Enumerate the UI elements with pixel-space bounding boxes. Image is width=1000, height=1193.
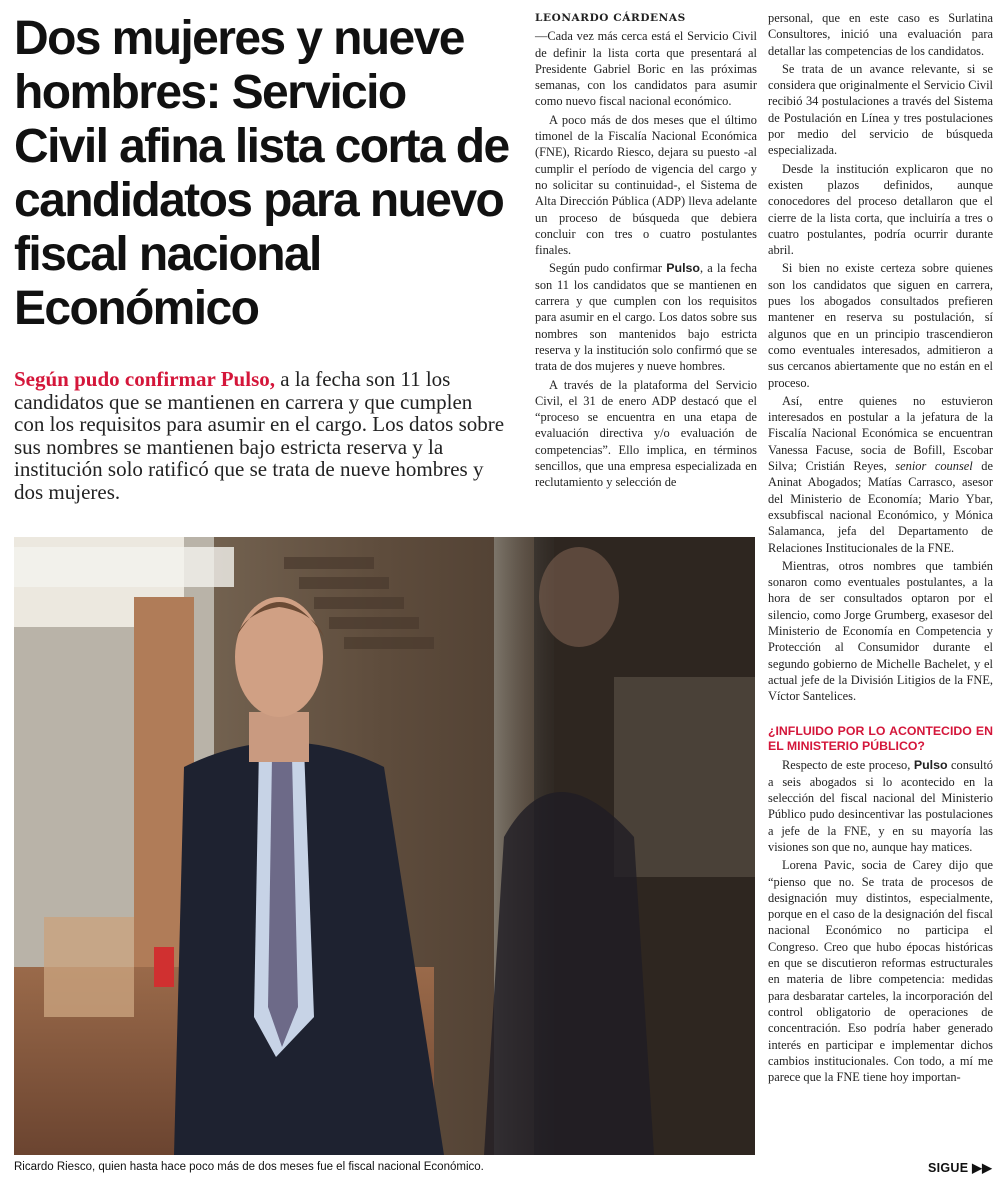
body-paragraph: Desde la institución explicaron que no existen plazos definidos, aunque conocedores del proceso detallaron que el cierre de la lista corta, que incluiría a tres o cuatro postulantes, podría ocurrir durante abril. xyxy=(768,161,993,258)
body-paragraph: Lorena Pavic, socia de Carey dijo que “pienso que no. Se trata de procesos de designación muy distintos, especialmente, porque en el caso de la designación del fiscal nacional Económico no participa el Congreso. Creo que hubo épocas históricas en que se discutieron reformas estructurales en materia de libre competencia: medidas para desbaratar carteles, la incorporación del control obligatorio de operaciones de concentración. Eso podría haber generado interés en participar e implementar dichos cambios institucionales. Con todo, a mí me parece que la FNE tiene hoy importan- xyxy=(768,858,993,1085)
lede-highlight: Según pudo confirmar Pulso, xyxy=(14,367,275,391)
body-paragraph: —Cada vez más cerca está el Servicio Civil de definir la lista corta que presentará al Presidente Gabriel Boric en las próximas semanas, con los candidatos para asumir como nuevo fiscal nacional económico. xyxy=(535,29,757,109)
continue-marker: SIGUE ▶▶ xyxy=(928,1161,992,1175)
body-paragraph: Si bien no existe certeza sobre quienes son los candidatos que siguen en carrera, pues los abogados consultados prefieren mantener en reserva su postulación, sí algunos que en un principio trascendieron como eventuales interesados, admitieron a sus cercanos abiertamente que no están en el proceso. xyxy=(768,261,993,390)
body-paragraph xyxy=(768,757,993,855)
italic-text: senior counsel xyxy=(895,459,973,474)
lede-text: a la fecha son 11 los candidatos que se mantienen en carrera y que cumplen con los requisitos para asumir en el cargo. Los datos sobre sus nombres se mantienen bajo estricta reserva y la institución solo ratificó que se trata de nueve hombres y dos mujeres. xyxy=(14,367,505,504)
text-run: Según pudo confirmar xyxy=(549,261,667,276)
body-paragraph: A través de la plataforma del Servicio Civil, el 31 de enero ADP destacó que el “proceso se encuentra en una etapa de evaluación directiva y/o evaluación de competencias”. Ello implica, en términos sencillos, que una empresa especializada en reclutamiento y selección de xyxy=(535,377,757,490)
text-run: , a la fecha son 11 los candidatos que se mantienen en carrera y que cumplen con los requisitos para asumir en el cargo. Los datos sobre sus nombres son mantenidos bajo estricta reserva y la institución solo confirmó que se trata de dos mujeres y nueve hombres. xyxy=(535,261,757,374)
section-subhead: ¿INFLUIDO POR LO ACONTECIDO EN EL MINISTERIO PÚBLICO? xyxy=(768,724,993,754)
publication-name: Pulso xyxy=(666,261,700,276)
article-column-middle xyxy=(535,10,757,491)
body-paragraph xyxy=(768,393,993,556)
headline: Dos mujeres y nueve hombres: Servicio Civil afina lista corta de candidatos para nuevo fiscal nacional Económico xyxy=(14,12,509,335)
byline: LEONARDO CÁRDENAS xyxy=(535,12,686,24)
text-run: consultó a seis abogados si lo acontecido en la selección del fiscal nacional del Ministerio Público pudo desincentivar las postulaciones a jefe de la FNE, y en su mayoría las visiones son que no, aunque hay matices. xyxy=(768,758,993,854)
lede-paragraph xyxy=(14,368,506,503)
body-paragraph: Mientras, otros nombres que también sonaron como eventuales postulantes, a la hora de ser consultados optaron por el silencio, como Jorge Grumberg, exasesor del Ministerio de Economía en Competencia y Protección al Consumidor durante el segundo gobierno de Michelle Bachelet, y el actual jefe de la División Litigios de la FNE, Víctor Santelices. xyxy=(768,558,993,704)
body-paragraph: Se trata de un avance relevante, si se considera que originalmente el Servicio Civil recibió 34 postulaciones a través del Sistema de Postulación en Línea y tres postulaciones por medio del servicio de búsqueda especializada. xyxy=(768,61,993,158)
body-paragraph: A poco más de dos meses que el último timonel de la Fiscalía Nacional Económica (FNE), Ricardo Riesco, dejara su puesto -al cumplir el período de vigencia del cargo y no solicitar su continuidad-, el Sistema de Alta Dirección Pública (ADP) lleva adelante un proceso de búsqueda que debiera concluir con tres o cuatro postulantes finales. xyxy=(535,112,757,258)
body-paragraph: personal, que en este caso es Surlatina Consultores, inició una evaluación para detallar las competencias de los candidatos. xyxy=(768,11,993,58)
publication-name: Pulso xyxy=(913,758,948,773)
body-paragraph xyxy=(535,260,757,374)
text-run: de Aninat Abogados; Matías Carrasco, asesor del Ministerio de Economía; Mario Ybar, exsubfiscal nacional Económico, y Mónica Salamanca, jefa del Departamento de Relaciones Institucionales de la FNE. xyxy=(768,459,993,555)
text-run: Respecto de este proceso, xyxy=(782,758,914,773)
photo-illustration xyxy=(14,537,755,1155)
article-column-right xyxy=(768,10,993,1085)
portrait-photo xyxy=(14,537,755,1155)
text-run: Así, entre quienes no estuvieron interesados en postular a la jefatura de la Fiscalía Nacional Económica se encuentran Vanessa Facuse, socia de Bofill, Escobar Silva; Cristián Reyes, xyxy=(768,393,993,474)
photo-caption: Ricardo Riesco, quien hasta hace poco más de dos meses fue el fiscal nacional Económico. xyxy=(14,1161,484,1173)
